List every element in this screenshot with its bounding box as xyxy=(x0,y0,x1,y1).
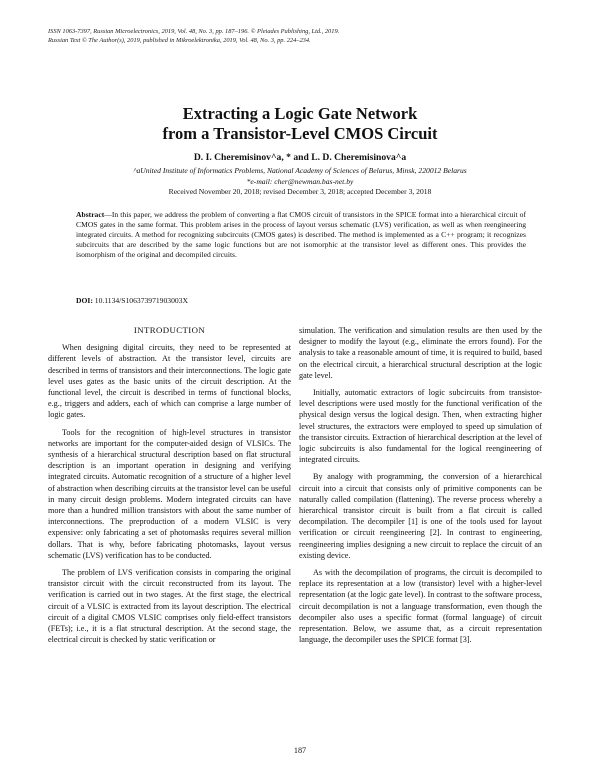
abstract-label: Abstract xyxy=(76,210,105,219)
abstract-text: —In this paper, we address the problem of converting a flat CMOS circuit of transistors in the SPICE format into a hierarchical circuit of CMOS gates in the same format. This problem arises in the process of layout versus schematic (LVS) verification, as well as when reengineering integrated circuits. A method for recognizing subcircuits (CMOS gates) is described. The method is implemented as a C++ program; it recognizes subcircuits that are described by the same logic functions but are not isomorphic at the transistor level as different ones. This provides the isomorphism of the original and decompiled circuits. xyxy=(76,210,526,260)
section-title: INTRODUCTION xyxy=(133,325,206,335)
email: *e-mail: cher@newman.bas-net.by xyxy=(246,176,354,186)
affiliation: ^aUnited Institute of Informatics Problems, National Academy of Sciences of Belarus, Minsk, 220012 Belarus xyxy=(133,166,467,175)
right-column xyxy=(299,325,542,645)
affiliation-block xyxy=(40,166,560,187)
paragraph: When designing digital circuits, they need to be represented at different levels of abstraction. At the transistor level, circuits are described in terms of transistors and their interconnections. The logic gate level uses gates as the basic units of the circuit description. At the functional level, the circuit is described in terms of functional blocks, e.g., triggers and adders, each of which can comprise a large number of logic gates. xyxy=(48,343,291,420)
abstract xyxy=(76,210,526,260)
paragraph: The problem of LVS verification consists in comparing the original transistor circuit with the circuit reconstructed from its layout. The verification is carried out in two stages. At the first stage, the electrical circuit of a VLSIC is extracted from its layout description. The electrical circuit of a digital CMOS VLSIC comprises only field-effect transistors (FETs); i.e., it is a flat structural description. At the second stage, the electrical circuit is checked by static verification or xyxy=(48,568,291,645)
paragraph: simulation. The verification and simulation results are then used by the designer to modify the layout (e.g., eliminate the errors found). For the analysis to take a reasonable amount of time, it is required to build, based on the electrical circuit, a hierarchical structural description at the logic gate level. xyxy=(299,326,542,380)
paragraph: Tools for the recognition of high-level structures in transistor networks are important for the computer-aided design of VLSICs. The synthesis of a hierarchical structural description based on flat structural description is an important operation in designing and verifying integrated circuits. Automatic recognition of a structure of a higher level of abstraction when describing circuits at the transistor level can be useful in many circuit design problems. Modern integrated circuits can have more than a hundred million transistors with about the same number of interconnections. The preproduction of a modern VLSIC is very expensive: only fabricating a set of photomasks requires several million dollars. That is why, before fabricating photomasks, layout versus schematic (LVS) verification has to be conducted. xyxy=(48,427,291,560)
journal-header-line-2: Russian Text © The Author(s), 2019, published in Mikroelektronika, 2019, Vol. 48, No. 3, pp. 224–234. xyxy=(48,36,311,44)
doi xyxy=(76,296,188,305)
doi-value: 10.1134/S106373971903003X xyxy=(94,296,188,305)
paragraph: Initially, automatic extractors of logic subcircuits from transistor-level descriptions were used mostly for the functional verification of the physical design versus the logical design. Then, when extracting higher level structures, the extractors were employed to speed up simulation of the transistor circuits. Extraction of hierarchical description at the level of logic subcircuits is also fundamental for the logical reengineering of integrated circuits. xyxy=(299,388,542,465)
journal-header xyxy=(48,28,558,45)
received-dates: Received November 20, 2018; revised December 3, 2018; accepted December 3, 2018 xyxy=(168,187,432,196)
left-column xyxy=(48,325,291,645)
paper-title-line-1: Extracting a Logic Gate Network xyxy=(182,104,418,123)
authors: D. I. Cheremisinov^a, * and L. D. Cheremisinova^a xyxy=(193,152,407,163)
journal-header-line-1: ISSN 1063-7397, Russian Microelectronics, 2019, Vol. 48, No. 3, pp. 187–196. © Pleiades Publishing, Ltd., 2019. xyxy=(48,28,340,35)
paragraph: By analogy with programming, the conversion of a hierarchical circuit into a circuit that consists only of primitive components can be naturally called compilation (flattening). The reverse process whereby a hierarchical transistor circuit is built from a flat circuit is called decompilation. The decompiler [1] is one of the tools used for layout verification or circuit reengineering [2]. In contrast to engineering, reengineering implies designing a new circuit to replace the circuit of an existing device. xyxy=(299,472,542,560)
paper-title-line-2: from a Transistor-Level CMOS Circuit xyxy=(162,124,438,143)
page-number: 187 xyxy=(293,746,307,755)
doi-label: DOI: xyxy=(76,296,93,305)
paper-title xyxy=(40,104,560,144)
paragraph: As with the decompilation of programs, the circuit is decompiled to replace its representation at a low (transistor) level with a higher-level representation (at the logic gate level). In contrast to the software process, circuit decompilation is not a language transformation, even though the decompiler also uses a specific format (formal language) of circuit representation. Below, we assume that, as a circuit representation language, the decompiler uses the SPICE format [3]. xyxy=(299,568,542,645)
